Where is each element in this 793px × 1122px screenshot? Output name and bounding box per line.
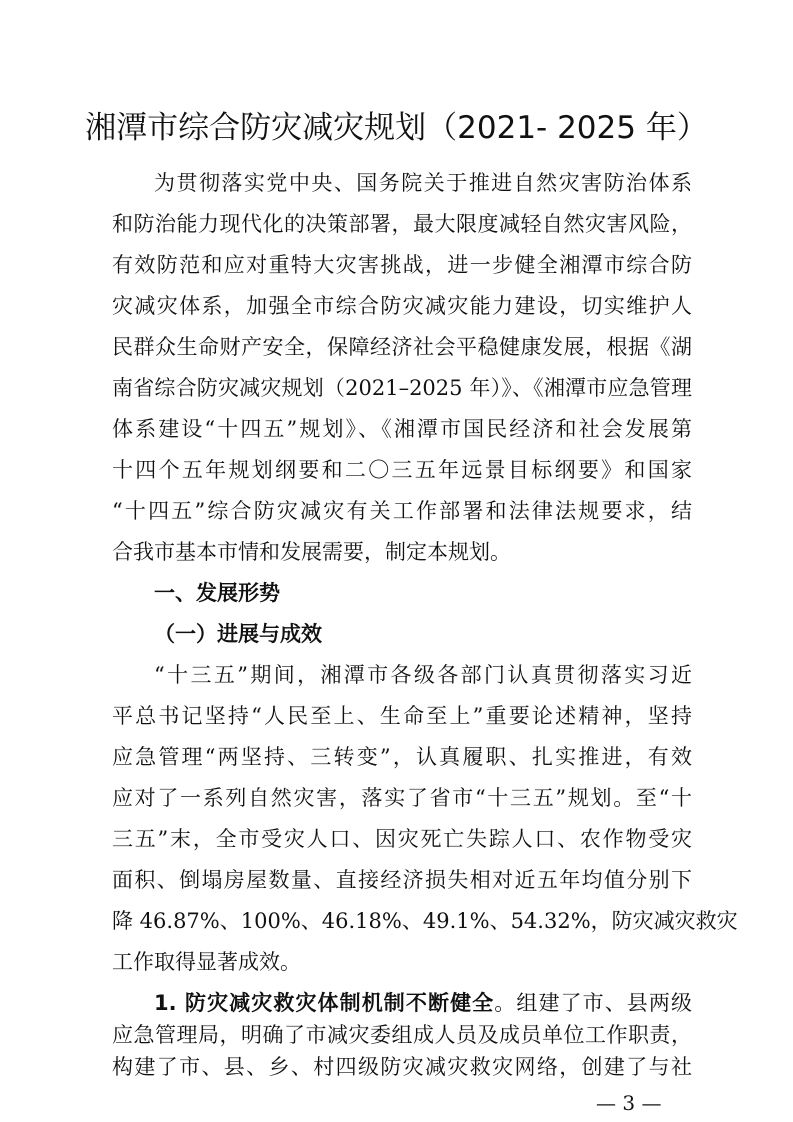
progress-line: 三五”末，全市受灾人口、因灾死亡失踪人口、农作物受灾 [112,827,692,851]
section-heading: 一、发展形势 [154,581,280,605]
page-number: — 3 — [596,1091,662,1115]
intro-line: 灾减灾体系，加强全市综合防灾减灾能力建设，切实维护人 [112,294,692,318]
item-1-first-line [154,988,692,1018]
intro-line: “十四五”综合防灾减灾有关工作部署和法律法规要求，结 [112,499,692,523]
intro-line: 合我市基本市情和发展需要，制定本规划。 [112,540,511,564]
progress-line: 降 46.87%、100%、46.18%、49.1%、54.32%，防灾减灾救灾 [112,909,738,933]
item-1-line: 应急管理局，明确了市减灾委组成人员及成员单位工作职责， [112,1023,692,1047]
item-1-first-text: 。组建了市、县两级 [494,991,692,1015]
progress-line: 面积、倒塌房屋数量、直接经济损失相对近五年均值分别下 [112,868,692,892]
document-title: 湘潭市综合防灾减灾规划（2021- 2025 年） [85,110,708,146]
progress-line: 工作取得显著成效。 [112,950,301,974]
item-1-heading: 1. 防灾减灾救灾体制机制不断健全 [154,991,495,1015]
intro-line: 和防治能力现代化的决策部署，最大限度减轻自然灾害风险， [112,212,692,236]
intro-line: 十四个五年规划纲要和二〇三五年远景目标纲要》和国家 [112,458,692,482]
intro-line: 南省综合防灾减灾规划（2021–2025 年）》、《湘潭市应急管理 [112,376,692,400]
progress-line: 平总书记坚持“人民至上、生命至上”重要论述精神，坚持 [112,704,692,728]
progress-line: “十三五”期间，湘潭市各级各部门认真贯彻落实习近 [154,663,692,687]
intro-line: 民群众生命财产安全，保障经济社会平稳健康发展，根据《湖 [112,335,692,359]
item-1-line: 构建了市、县、乡、村四级防灾减灾救灾网络，创建了与社 [112,1055,692,1079]
subsection-heading: （一）进展与成效 [154,621,322,646]
intro-line: 有效防范和应对重特大灾害挑战，进一步健全湘潭市综合防 [112,253,692,277]
progress-line: 应对了一系列自然灾害，落实了省市“十三五”规划。至“十 [112,786,692,810]
progress-line: 应急管理“两坚持、三转变”，认真履职、扎实推进，有效 [112,745,692,769]
intro-line: 体系建设“十四五”规划》、《湘潭市国民经济和社会发展第 [112,417,692,441]
intro-line: 为贯彻落实党中央、国务院关于推进自然灾害防治体系 [154,171,692,195]
